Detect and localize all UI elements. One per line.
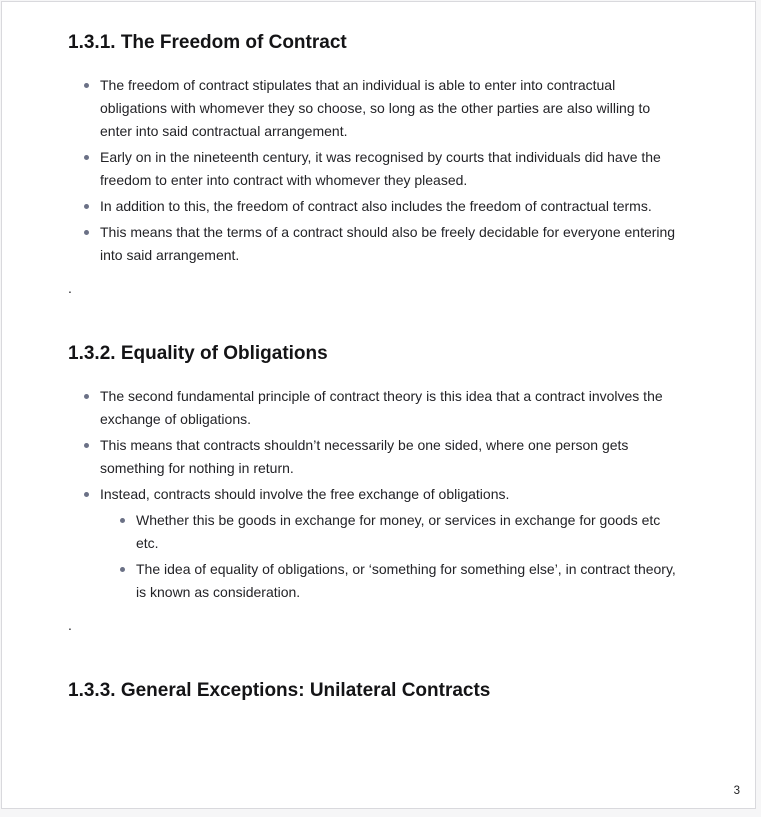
list-item-text: In addition to this, the freedom of contract also includes the freedom of contractual terms.: [100, 198, 652, 214]
bullet-icon: [120, 567, 125, 572]
list-item: [68, 385, 685, 431]
list-item: [68, 483, 685, 506]
section-1-3-1: [68, 31, 695, 300]
list-item: [68, 74, 685, 143]
bullet-icon: [84, 230, 89, 235]
section-heading: 1.3.2. Equality of Obligations: [68, 343, 328, 364]
list-item-text: This means that the terms of a contract should also be freely decidable for everyone entering into said arrangement.: [100, 224, 676, 263]
list-item-nested: [68, 509, 685, 555]
list-item-text: The freedom of contract stipulates that an individual is able to enter into contractual obligations with whomever they so choose, so long as the other parties are also willing to enter into said contractual arrangement.: [100, 77, 651, 139]
bullet-icon: [120, 518, 125, 523]
list-item: [68, 195, 685, 218]
bullet-icon: [84, 394, 89, 399]
section-1-3-2: [68, 342, 695, 637]
bullet-list: [68, 74, 685, 267]
bullet-list: [68, 385, 685, 604]
section-heading: 1.3.3. General Exceptions: Unilateral Contracts: [68, 680, 491, 701]
list-item-nested: [68, 558, 685, 604]
page-number: 3: [733, 785, 740, 797]
list-item-text: This means that contracts shouldn’t necessarily be one sided, where one person gets something for nothing in return.: [100, 437, 629, 476]
document-page: [1, 1, 756, 809]
bullet-icon: [84, 204, 89, 209]
section-heading: 1.3.1. The Freedom of Contract: [68, 32, 347, 53]
bullet-icon: [84, 492, 89, 497]
bullet-icon: [84, 83, 89, 88]
bullet-icon: [84, 443, 89, 448]
list-item-text: The idea of equality of obligations, or ‘something for something else’, in contract theory, is known as consideration.: [136, 561, 676, 600]
section-1-3-3: [68, 679, 695, 703]
list-item-text: Instead, contracts should involve the free exchange of obligations.: [100, 486, 510, 502]
list-item: [68, 146, 685, 192]
list-item-text: Early on in the nineteenth century, it was recognised by courts that individuals did have the freedom to enter into contract with whomever they pleased.: [100, 149, 661, 188]
list-item-text: Whether this be goods in exchange for money, or services in exchange for goods etc etc.: [136, 512, 661, 551]
list-item: [68, 434, 685, 480]
list-item-text: The second fundamental principle of contract theory is this idea that a contract involves the exchange of obligations.: [100, 388, 663, 427]
bullet-icon: [84, 155, 89, 160]
list-item: [68, 221, 685, 267]
stray-period: .: [68, 617, 72, 633]
stray-period: .: [68, 280, 72, 296]
page-content: [2, 2, 755, 703]
